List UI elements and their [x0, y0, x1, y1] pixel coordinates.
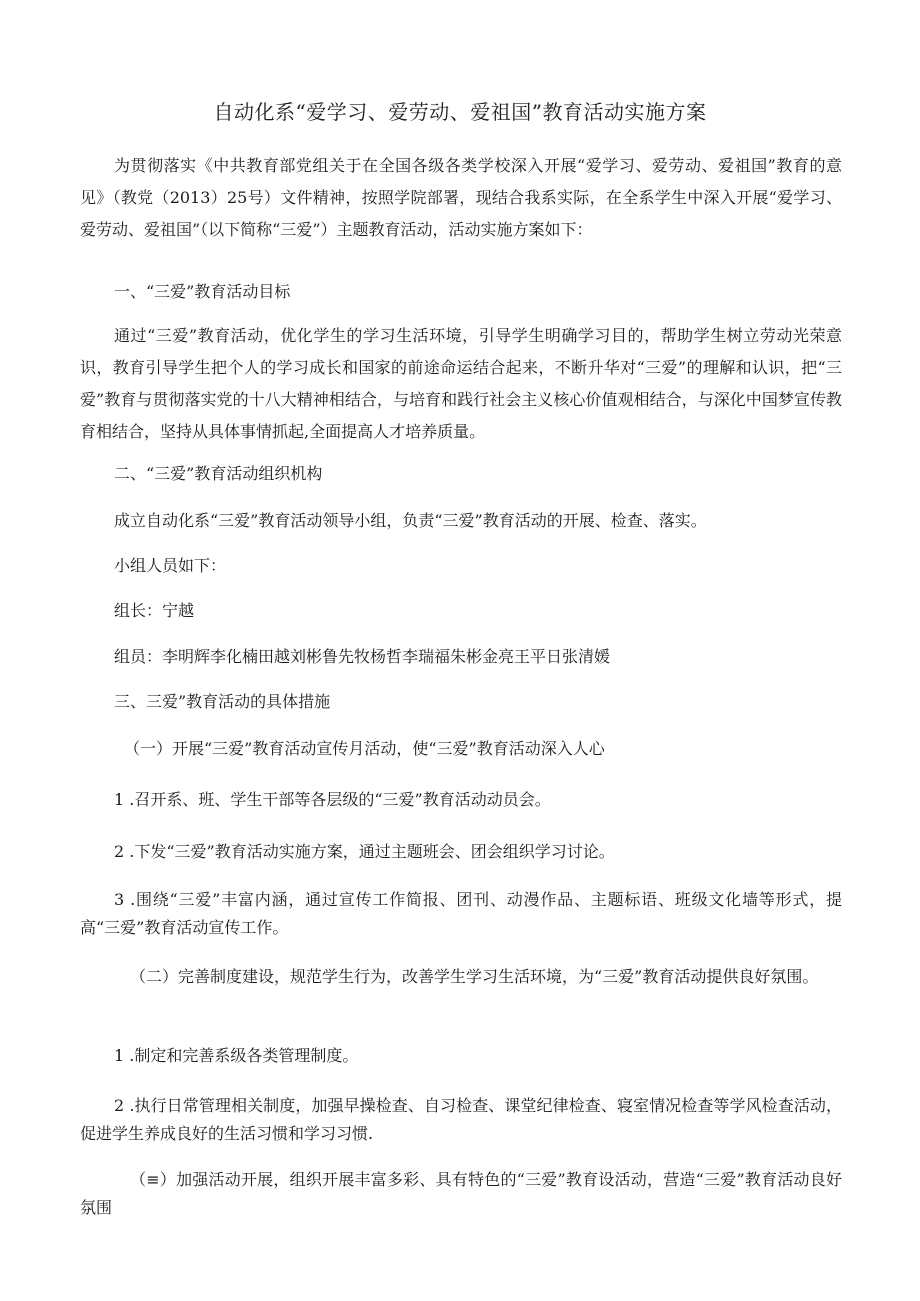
sub1-item-1: 1 .召开系、班、学生干部等各层级的“三爱”教育活动动员会。	[114, 790, 551, 809]
section3-sub2-heading: （二）完善制度建设，规范学生行为，改善学生学习生活环境，为“三爱”教育活动提供良好氛围。	[130, 967, 819, 986]
section1-body: 通过“三爱”教育活动，优化学生的学习生活环境，引导学生明确学习目的，帮助学生树立劳动光荣意识，教育引导学生把个人的学习成长和国家的前途命运结合起来，不断升华对“三爱”的理解和认识，把“三爱”教育与贯彻落实党的十八大精神相结合，与培育和践行社会主义核心价值观相结合，与深化中国梦宣传教育相结合，坚持从具体事情抓起,全面提高人才培养质量。	[80, 326, 842, 441]
section2-heading: 二、“三爱”教育活动组织机构	[114, 464, 323, 483]
sub1-item-2: 2 .下发“三爱”教育活动实施方案，通过主题班会、团会组织学习讨论。	[114, 842, 615, 861]
section2-body: 成立自动化系“三爱”教育活动领导小组，负责“三爱”教育活动的开展、检查、落实。	[114, 511, 707, 530]
sub2-item-1: 1 .制定和完善系级各类管理制度。	[114, 1046, 359, 1065]
members-intro: 小组人员如下：	[114, 556, 227, 575]
group-members: 组员：李明辉李化楠田越刘彬鲁先牧杨哲李瑞福朱彬金亮王平日张清媛	[114, 647, 611, 666]
intro-paragraph: 为贯彻落实《中共教育部党组关于在全国各级各类学校深入开展“爱学习、爱劳动、爱祖国”教育的意见》（教党（2013）25号）文件精神，按照学院部署，现结合我系实际，在全系学生中深入开展“爱学习、爱劳动、爱祖国”（以下简称“三爱”）主题教育活动，活动实施方案如下：	[80, 156, 842, 239]
sub1-item-3: 3 .围绕“三爱”丰富内涵，通过宣传工作简报、团刊、动漫作品、主题标语、班级文化墙等形式，提高“三爱”教育活动宣传工作。	[80, 890, 842, 937]
group-leader: 组长：宁越	[114, 601, 195, 620]
section3-sub1-heading: （一）开展“三爱”教育活动宣传月活动，使“三爱”教育活动深入人心	[124, 739, 605, 758]
section3-sub3-heading: （≡）加强活动开展，组织开展丰富多彩、具有特色的“三爱”教育设活动，营造“三爱”教育活动良好氛围	[80, 1170, 842, 1217]
section3-heading: 三、三爱”教育活动的具体措施	[114, 692, 331, 711]
document-title: 自动化系“爱学习、爱劳动、爱祖国”教育活动实施方案	[213, 100, 707, 124]
section1-heading: 一、“三爱”教育活动目标	[114, 282, 291, 301]
sub2-item-2: 2 .执行日常管理相关制度，加强早操检查、自习检查、课堂纪律检查、寝室情况检查等学风检查活动，促进学生养成良好的生活习惯和学习习惯.	[80, 1096, 842, 1143]
